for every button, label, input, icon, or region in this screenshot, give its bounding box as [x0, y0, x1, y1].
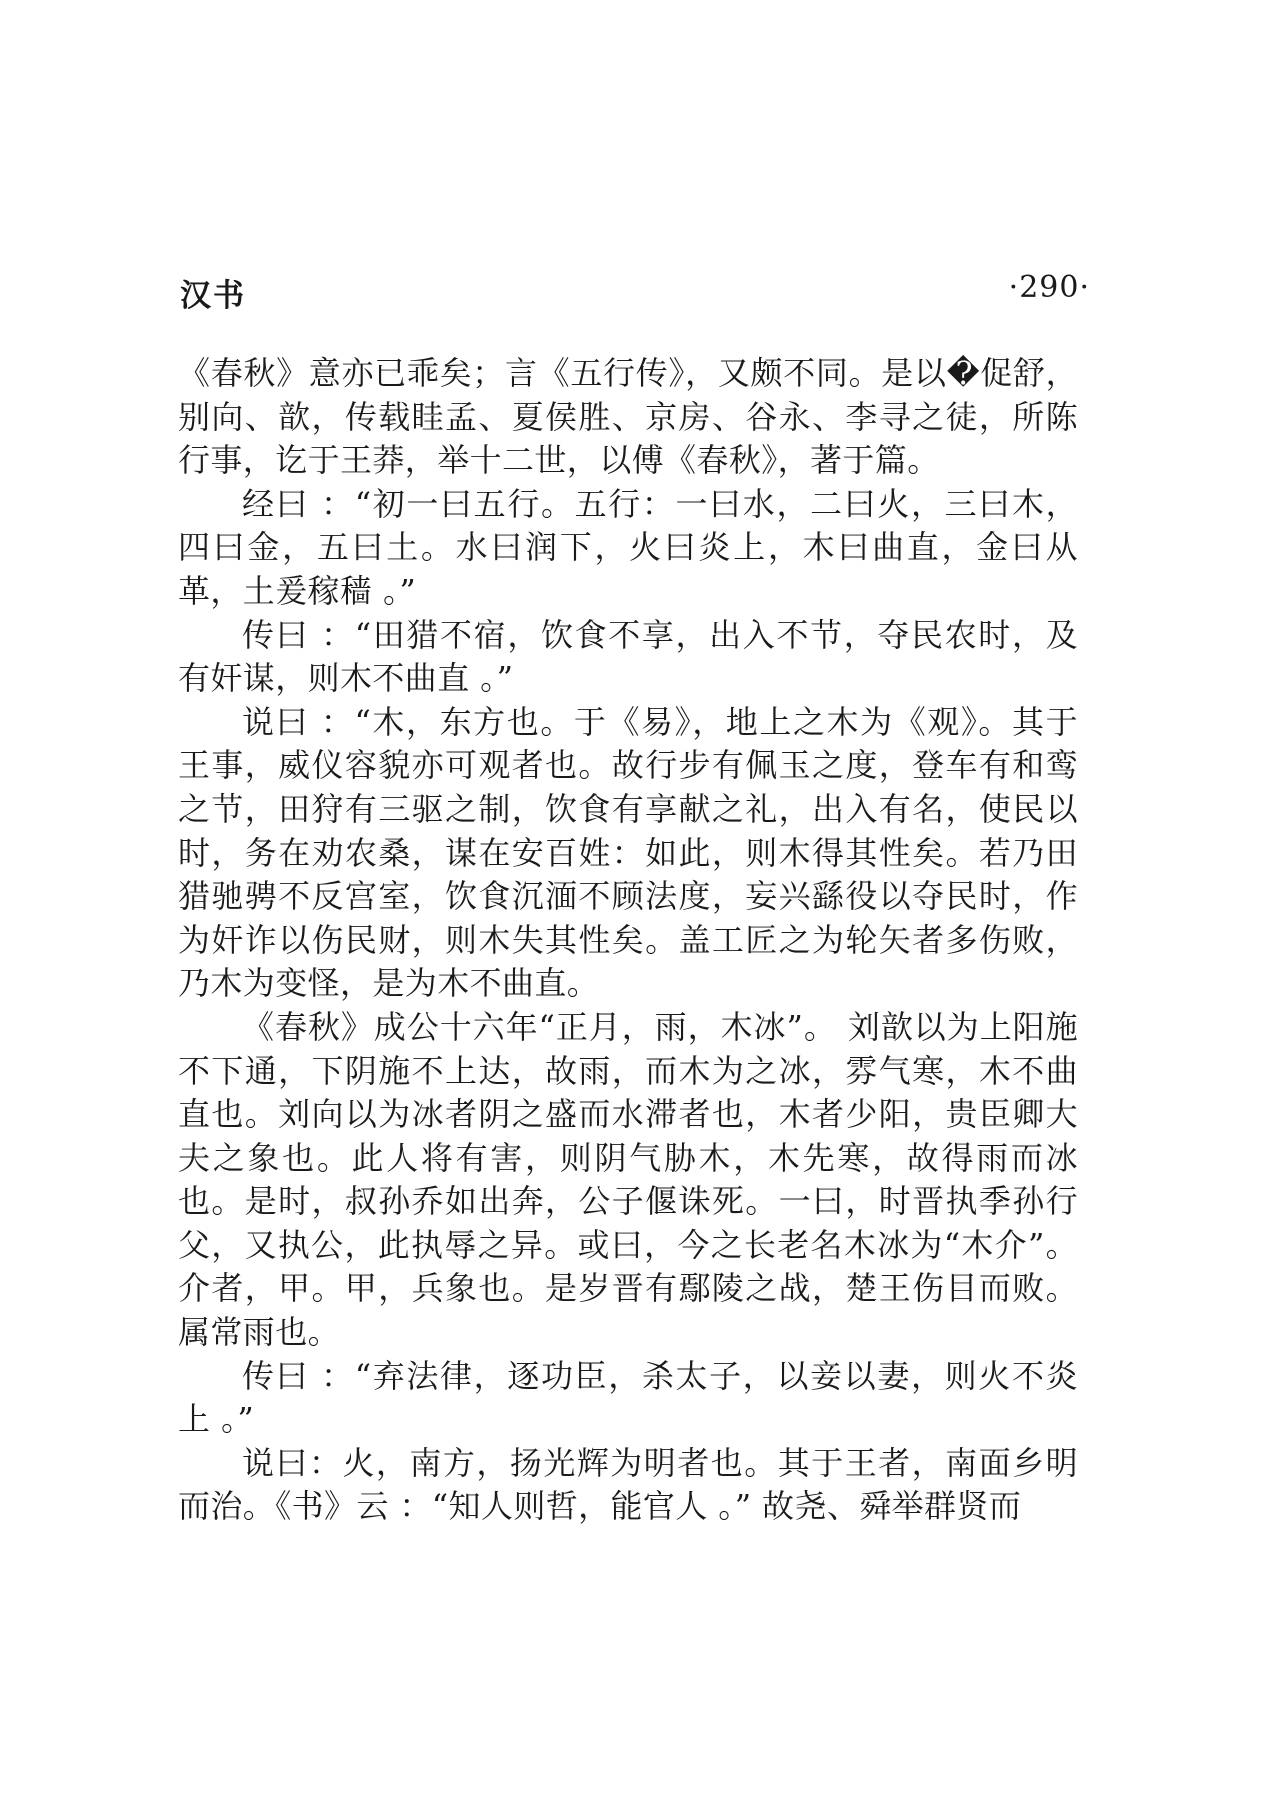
body-text [178, 352, 1078, 1529]
paragraph: 经曰 ：“初一曰五行。五行：一曰水，二曰火，三曰木，四曰金，五曰土。水曰润下，火曰炎上，木曰曲直，金曰从革，土爰稼穑 。” [178, 484, 1078, 610]
paragraph: 传曰 ：“弃法律，逐功臣，杀太子，以妾以妻，则火不炎上 。” [178, 1356, 1078, 1439]
paragraph: 《春秋》意亦已乖矣；言《五行传》，又颇不同。是以�促舒，别向、歆，传载眭孟、夏侯胜、京房、谷永、李寻之徒，所陈行事，讫于王莽，举十二世，以傅《春秋》，著于篇。 [178, 354, 1078, 480]
paragraph: 说曰 ：“木，东方也。于《易》，地上之木为《观》。其于王事，威仪容貌亦可观者也。故行步有佩玉之度，登车有和鸾之节，田狩有三驱之制，饮食有享献之礼，出入有名，使民以时，务在劝农桑，谋在安百姓：如此，则木得其性矣。若乃田猎驰骋不反宫室，饮食沉湎不顾法度，妄兴繇役以夺民时，作为奸诈以伤民财，则木失其性矣。盖工匠之为轮矢者多伤败，乃木为变怪，是为木不曲直。 [178, 702, 1078, 1003]
paragraph: 传曰 ：“田猎不宿，饮食不享，出入不节，夺民农时，及有奸谋，则木不曲直 。” [178, 615, 1078, 698]
book-title: 汉书 [180, 278, 246, 314]
page-number: ·290· [1008, 270, 1090, 305]
page-header [180, 270, 1090, 320]
paragraph: 《春秋》成公十六年“正月，雨，木冰”。 刘歆以为上阳施不下通，下阴施不上达，故雨，而木为之冰，雰气寒，木不曲直也。刘向以为冰者阴之盛而水滞者也，木者少阳，贵臣卿大夫之象也。此人将有害，则阴气胁木，木先寒，故得雨而冰也。是时，叔孙乔如出奔，公子偃诛死。一曰，时晋执季孙行父，又执公，此执辱之异。或曰，今之长老名木冰为“木介”。介者，甲。甲，兵象也。是岁晋有鄢陵之战，楚王伤目而败。属常雨也。 [178, 1007, 1078, 1352]
paragraph: 说曰：火，南方，扬光辉为明者也。其于王者，南面乡明而治。《书》云 ：“知人则哲，能官人 。” 故尧、舜举群贤而 [178, 1443, 1078, 1526]
